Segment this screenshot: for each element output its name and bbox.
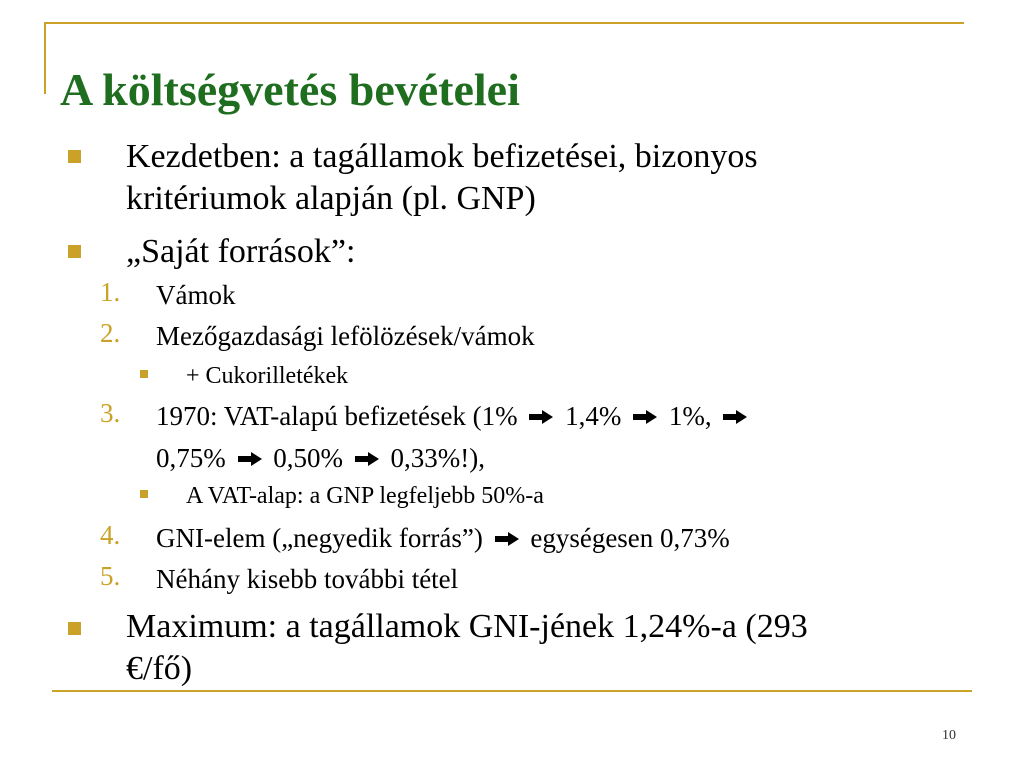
right-arrow-icon [632, 409, 658, 425]
list-item-3-line-2 [156, 440, 485, 476]
list-item-2-sub: + Cukorilletékek [186, 363, 349, 389]
bullet-square-icon [68, 150, 81, 163]
bullet-text-3-line-1: Maximum: a tagállamok GNI-jének 1,24%-a (293 [126, 608, 808, 645]
list-item-3-part-f: 0,33%!), [390, 443, 485, 473]
right-arrow-icon [494, 531, 520, 547]
list-item-3-sub: A VAT-alap: a GNP legfeljebb 50%-a [186, 483, 544, 509]
list-number-4: 4. [100, 520, 121, 550]
bullet-square-icon [68, 622, 81, 635]
bullet-text-3-line-2: €/fő) [126, 650, 193, 687]
bullet-square-icon [68, 245, 81, 258]
list-number-2: 2. [100, 318, 121, 348]
list-item-4-part-a: GNI-elem („negyedik forrás”) [156, 523, 483, 553]
list-item-3-part-a: 1970: VAT-alapú befizetések (1% [156, 401, 518, 431]
bullet-text-1-line-2: kritériumok alapján (pl. GNP) [126, 180, 536, 217]
bullet-text-1-line-1: Kezdetben: a tagállamok befizetései, bizonyos [126, 138, 758, 175]
right-arrow-icon [528, 409, 554, 425]
list-item-3-part-b: 1,4% [565, 401, 622, 431]
frame-bottom-line [52, 690, 972, 692]
sub-bullet-square-icon [140, 490, 148, 498]
list-number-5: 5. [100, 561, 121, 591]
page-number: 10 [942, 728, 956, 743]
bullet-text-2: „Saját források”: [126, 233, 356, 270]
list-item-3-part-e: 0,50% [273, 443, 343, 473]
frame-top-line [44, 22, 964, 24]
sub-bullet-square-icon [140, 370, 148, 378]
right-arrow-icon [354, 451, 380, 467]
list-item-1: Vámok [156, 280, 236, 310]
list-item-3-part-d: 0,75% [156, 443, 226, 473]
list-item-5: Néhány kisebb további tétel [156, 564, 459, 594]
list-item-4 [156, 520, 730, 556]
list-item-3-line-1 [156, 398, 752, 434]
right-arrow-icon [237, 451, 263, 467]
slide-title: A költségvetés bevételei [60, 64, 520, 115]
right-arrow-icon [722, 409, 748, 425]
frame-left-line [44, 22, 46, 94]
list-item-2: Mezőgazdasági lefölözések/vámok [156, 321, 535, 351]
list-item-4-part-b: egységesen 0,73% [530, 523, 730, 553]
list-number-1: 1. [100, 277, 121, 307]
list-item-3-part-c: 1%, [668, 401, 712, 431]
list-number-3: 3. [100, 398, 121, 428]
